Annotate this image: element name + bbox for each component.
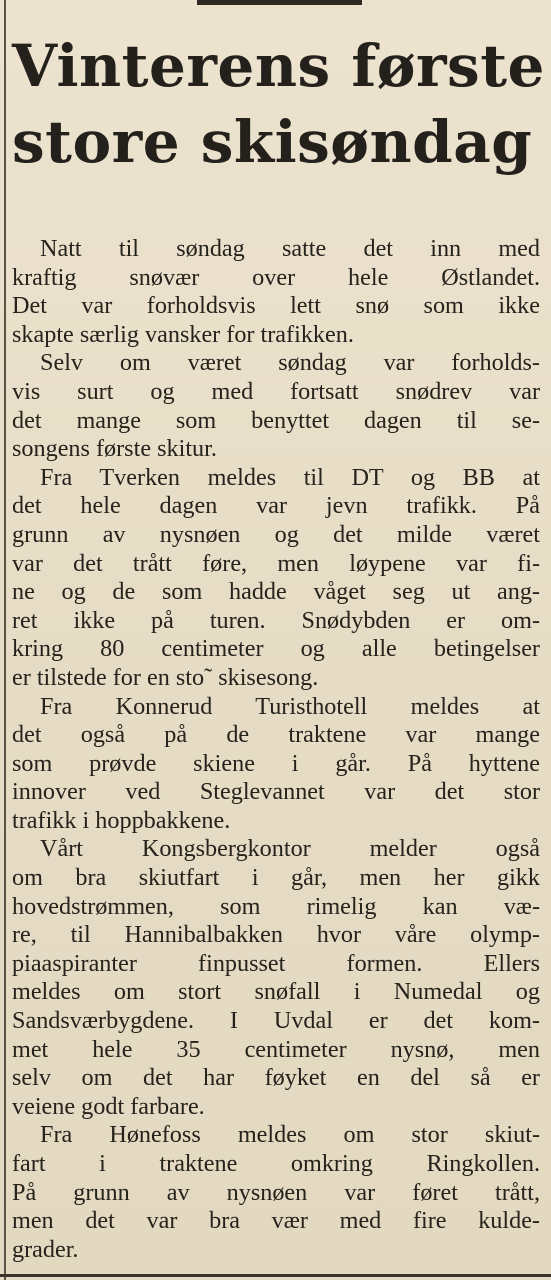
article-line: Sandsværbygdene. I Uvdal er det kom-: [12, 1007, 540, 1035]
article-line: veiene godt farbare.: [12, 1092, 205, 1120]
article-line: grunn av nysnøen og det milde været: [12, 520, 540, 548]
article-line: kring 80 centimeter og alle betingelser: [12, 635, 540, 663]
article-line: var det trått føre, men løypene var fi-: [12, 549, 540, 577]
article-line: grader.: [12, 1235, 79, 1263]
article-line: På grunn av nysnøen var føret trått,: [12, 1178, 540, 1206]
headline-line-1: Vinterens første: [12, 32, 545, 100]
article-line: Natt til søndag satte det inn med: [40, 235, 540, 262]
article-line: Vårt Kongsbergkontor melder også: [40, 835, 540, 863]
top-rule: [197, 0, 362, 5]
article-line: Selv om været søndag var forholds-: [40, 349, 540, 377]
article-line: som prøvde skiene i går. På hyttene: [12, 749, 540, 777]
article-line: Fra Tverken meldes til DT og BB at: [40, 463, 540, 491]
article-line: Fra Hønefoss meldes om stor skiut-: [40, 1121, 540, 1149]
article-line: met hele 35 centimeter nysnø, men: [12, 1035, 540, 1063]
article-headline: [12, 28, 544, 180]
article-line: kraftig snøvær over hele Østlandet.: [12, 263, 540, 291]
article-line: trafikk i hoppbakkene.: [12, 806, 231, 834]
article-line: det også på de traktene var mange: [12, 721, 540, 749]
article-line: Det var forholdsvis lett snø som ikke: [12, 292, 540, 320]
article-line: det mange som benyttet dagen til se-: [12, 406, 540, 434]
article-line: ne og de som hadde våget seg ut ang-: [12, 578, 540, 606]
article-line: om bra skiutfart i går, men her gikk: [12, 864, 540, 892]
left-column-rule: [4, 0, 6, 1280]
article-line: hovedstrømmen, som rimelig kan væ-: [12, 892, 540, 920]
article-line: Fra Konnerud Turisthotell meldes at: [40, 692, 540, 720]
bottom-rule: [0, 1274, 551, 1277]
article-line: fart i traktene omkring Ringkollen.: [12, 1150, 540, 1177]
article-line: men det var bra vær med fire kulde-: [12, 1207, 540, 1235]
article-line: songens første skitur.: [12, 435, 217, 463]
article-line: ret ikke på turen. Snødybden er om-: [12, 606, 540, 634]
headline-line-2: store skisøndag: [12, 108, 533, 176]
article-line: piaaspiranter finpusset formen. Ellers: [12, 949, 540, 977]
article-line: selv om det har føyket en del så er: [12, 1064, 540, 1092]
article-line: skapte særlig vansker for trafikken.: [12, 320, 354, 348]
article-line: vis surt og med fortsatt snødrev var: [12, 377, 540, 405]
article-line: er tilstede for en sto˜ skisesong.: [12, 663, 319, 691]
article-body: [12, 235, 540, 1264]
article-line: re, til Hannibalbakken hvor våre olymp-: [12, 921, 540, 949]
article-line: det hele dagen var jevn trafikk. På: [12, 492, 540, 520]
article-line: meldes om stort snøfall i Numedal og: [12, 978, 540, 1006]
article-line: innover ved Steglevannet var det stor: [12, 778, 540, 806]
